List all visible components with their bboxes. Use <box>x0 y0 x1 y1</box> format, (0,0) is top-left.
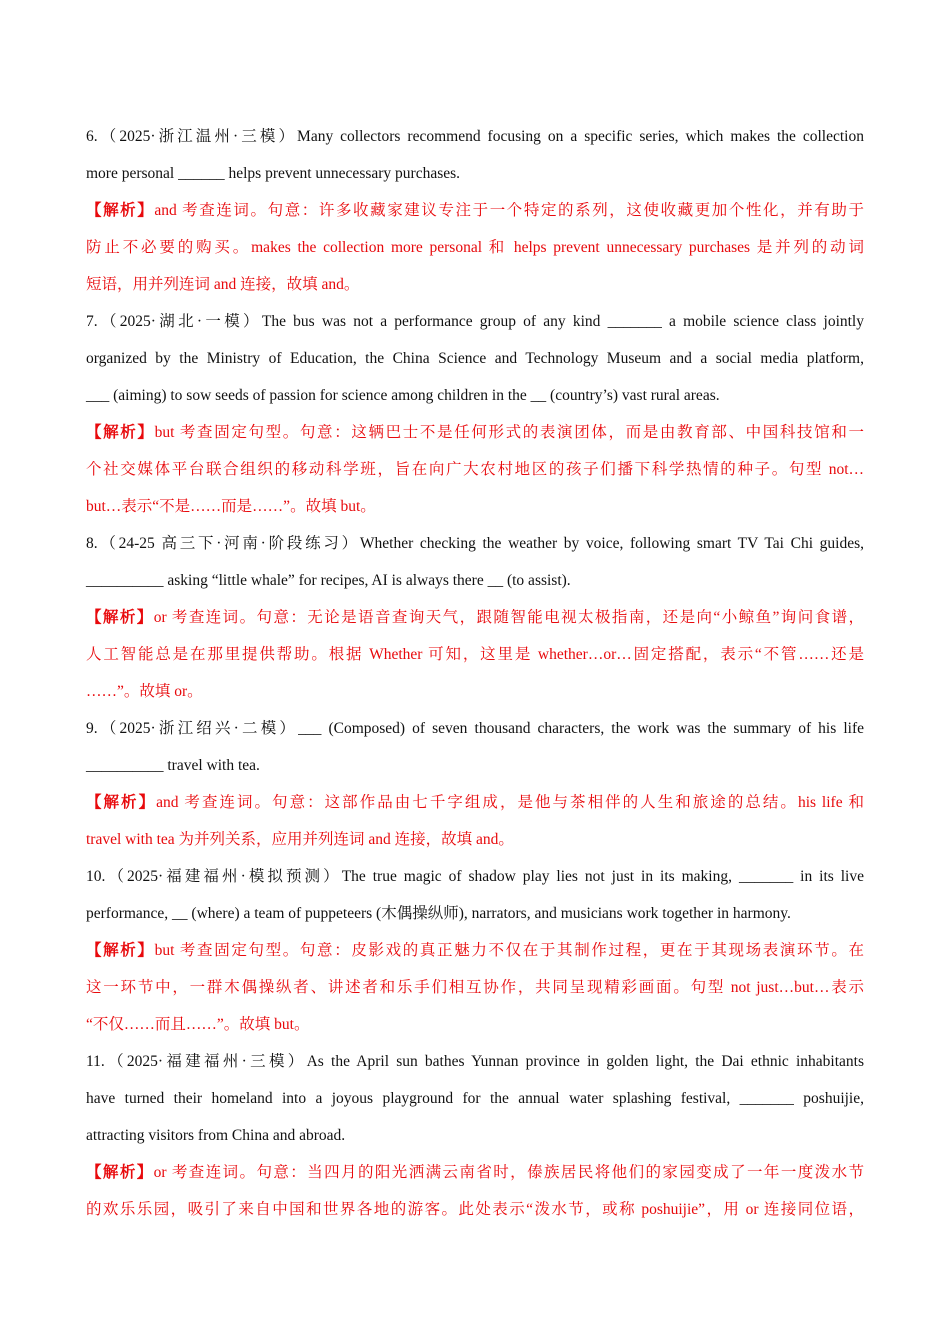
analysis-line: 防止不必要的购买。makes the collection more personal 和 helps prevent unnecessary purchases 是并列的动词 <box>86 239 864 256</box>
analysis-line <box>86 784 864 821</box>
question-text-line: 11.（2025·福建福州·三模）As the April sun bathes Yunnan province in golden light, the Dai ethnic inhabitants <box>86 1053 864 1070</box>
question-10 <box>86 858 864 1043</box>
analysis-line <box>86 932 864 969</box>
analysis-line: 这一环节中，一群木偶操纵者、讲述者和乐手们相互协作，共同呈现精彩画面。句型 not just…but…表示 <box>86 979 864 996</box>
analysis-line: 短语，用并列连词 and 连接，故填 and。 <box>86 276 360 293</box>
question-text-line: attracting visitors from China and abroad. <box>86 1127 346 1144</box>
analysis-label: 【解析】 <box>86 1164 154 1181</box>
analysis-line: “不仅……而且……”。故填 but。 <box>86 1016 310 1033</box>
analysis-label: 【解析】 <box>86 942 155 959</box>
analysis-text: but 考查固定句型。句意：皮影戏的真正魅力不仅在于其制作过程，更在于其现场表演环节。在 <box>154 942 864 959</box>
analysis-label: 【解析】 <box>86 424 155 441</box>
question-text-line: 10.（2025·福建福州·模拟预测）The true magic of shadow play lies not just in its making, _______ in its live <box>86 868 864 885</box>
question-text-line: performance, __ (where) a team of puppeteers (木偶操纵师), narrators, and musicians work together in harmony. <box>86 905 791 922</box>
question-text-line: 7.（2025·湖北·一模）The bus was not a performance group of any kind _______ a mobile science class jointly <box>86 313 864 330</box>
analysis-text: or 考查连词。句意：当四月的阳光洒满云南省时，傣族居民将他们的家园变成了一年一度泼水节 <box>153 1164 864 1181</box>
analysis-line: 个社交媒体平台联合组织的移动科学班，旨在向广大农村地区的孩子们播下科学热情的种子。句型 not… <box>86 461 864 478</box>
analysis-line: but…表示“不是……而是……”。故填 but。 <box>86 498 376 515</box>
question-7 <box>86 303 864 525</box>
question-text-line: 6.（2025·浙江温州·三模）Many collectors recommend focusing on a specific series, which makes the collection <box>86 128 864 145</box>
analysis-text: or 考查连词。句意：无论是语音查询天气，跟随智能电视太极指南，还是向“小鲸鱼”询问食谱， <box>153 609 864 626</box>
analysis-text: but 考查固定句型。句意：这辆巴士不是任何形式的表演团体，而是由教育部、中国科技馆和一 <box>154 424 864 441</box>
analysis-line <box>86 414 864 451</box>
analysis-label: 【解析】 <box>86 609 154 626</box>
analysis-line: travel with tea 为并列关系，应用并列连词 and 连接，故填 and。 <box>86 831 514 848</box>
analysis-text: and 考查连词。句意：许多收藏家建议专注于一个特定的系列，这使收藏更加个性化，并有助于 <box>154 202 864 219</box>
document-page <box>86 118 864 1228</box>
analysis-line <box>86 1154 864 1191</box>
question-text-line: __________ travel with tea. <box>86 757 260 774</box>
analysis-line <box>86 599 864 636</box>
analysis-label: 【解析】 <box>86 794 157 811</box>
question-text-line: more personal ______ helps prevent unnecessary purchases. <box>86 165 461 182</box>
question-8 <box>86 525 864 710</box>
analysis-line <box>86 192 864 229</box>
question-text-line: have turned their homeland into a joyous playground for the annual water splashing festival, _______ poshuijie, <box>86 1090 864 1107</box>
question-text-line: ___ (aiming) to sow seeds of passion for science among children in the __ (country’s) vast rural areas. <box>86 387 720 404</box>
analysis-line: 人工智能总是在那里提供帮助。根据 Whether 可知，这里是 whether…or…固定搭配，表示“不管……还是 <box>86 646 864 663</box>
question-6 <box>86 118 864 303</box>
question-11 <box>86 1043 864 1228</box>
question-text-line: 9.（2025·浙江绍兴·二模）___ (Composed) of seven thousand characters, the work was the summary of his life <box>86 720 864 737</box>
question-9 <box>86 710 864 858</box>
analysis-text: and 考查连词。句意：这部作品由七千字组成，是他与茶相伴的人生和旅途的总结。his life 和 <box>156 794 864 811</box>
analysis-line: 的欢乐乐园，吸引了来自中国和世界各地的游客。此处表示“泼水节，或称 poshuijie”，用 or 连接同位语， <box>86 1201 864 1218</box>
analysis-line: ……”。故填 or。 <box>86 683 203 700</box>
question-text-line: __________ asking “little whale” for recipes, AI is always there __ (to assist). <box>86 572 571 589</box>
question-text-line: 8.（24-25 高三下·河南·阶段练习）Whether checking the weather by voice, following smart TV Tai Chi guides, <box>86 535 864 552</box>
analysis-label: 【解析】 <box>86 202 155 219</box>
question-text-line: organized by the Ministry of Education, the China Science and Technology Museum and a social media platform, <box>86 350 864 367</box>
